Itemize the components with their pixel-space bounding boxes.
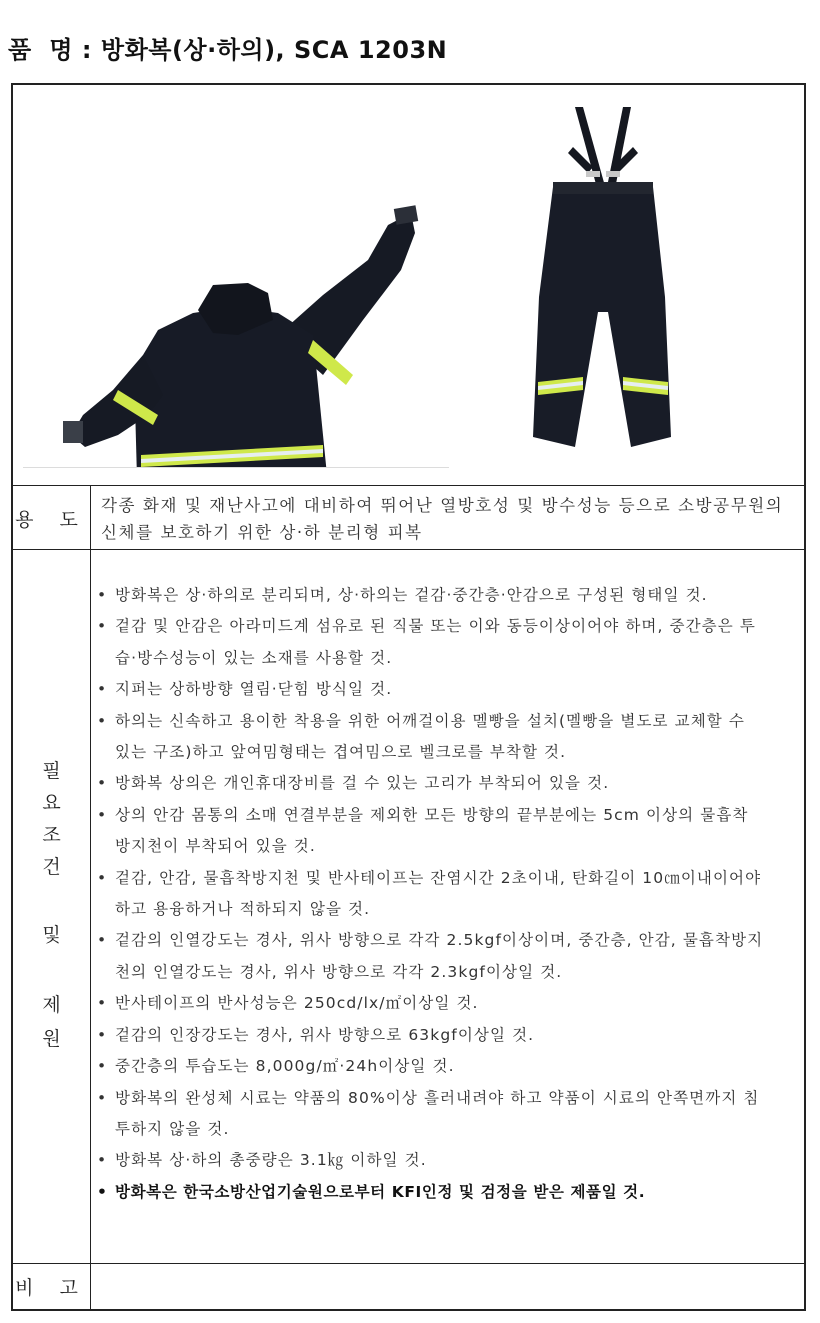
usage-row (13, 485, 804, 550)
requirement-text: 상의 안감 몸통의 소매 연결부분을 제외한 모든 방향의 끝부분에는 5cm 이상의 물흡착방지천이 부착되어 있을 것. (115, 805, 749, 856)
bullet: • (97, 586, 108, 604)
bullet: • (97, 711, 108, 730)
requirement-item (93, 611, 764, 674)
requirement-item (93, 1051, 764, 1082)
bullet: • (97, 1025, 108, 1044)
requirement-text: 방화복은 한국소방산업기술원으로부터 KFI인정 및 검정을 받은 제품일 것. (115, 1182, 646, 1201)
requirement-text: 지퍼는 상하방향 열림·닫힘 방식일 것. (115, 680, 393, 699)
requirement-text: 반사테이프의 반사성능은 250cd/lx/㎡이상일 것. (115, 994, 479, 1013)
remarks-row (13, 1263, 804, 1309)
requirement-text: 겉감, 안감, 물흡착방지천 및 반사테이프는 잔염시간 2초이내, 탄화길이 10㎝이내이어야 하고 용융하거나 적하되지 않을 것. (115, 868, 762, 919)
product-photos (13, 85, 804, 485)
requirement-text: 방화복 상의은 개인휴대장비를 걸 수 있는 고리가 부착되어 있을 것. (115, 774, 610, 793)
requirement-text: 겉감의 인장강도는 경사, 위사 방향으로 63kgf이상일 것. (115, 1025, 535, 1044)
requirements-label-char: 제 (42, 994, 61, 1016)
bullet: • (97, 994, 108, 1013)
spec-sheet (11, 83, 806, 1311)
requirements-row (13, 549, 804, 1264)
requirement-item (93, 768, 764, 799)
bullet: • (97, 1151, 108, 1170)
requirement-text: 방화복은 상·하의로 분리되며, 상·하의는 겉감·중간층·안감으로 구성된 형태일 것. (115, 586, 708, 604)
bullet: • (97, 1088, 108, 1107)
bullet: • (97, 1182, 108, 1201)
requirement-item (93, 1020, 764, 1051)
pants-image (513, 107, 683, 467)
requirement-item (93, 800, 764, 863)
bullet: • (97, 931, 108, 950)
requirements-label-char: 건 (42, 856, 61, 878)
bullet: • (97, 1057, 108, 1076)
requirement-item (93, 580, 764, 611)
requirements-label-char: 조 (42, 824, 61, 846)
requirement-text: 겉감 및 안감은 아라미드계 섬유로 된 직물 또는 이와 동등이상이어야 하며, 중간층은 투습·방수성능이 있는 소재를 사용할 것. (115, 617, 756, 667)
requirement-item (93, 925, 764, 988)
requirement-item (93, 706, 764, 769)
requirement-item (93, 674, 764, 705)
bullet: • (97, 805, 108, 824)
usage-text: 각종 화재 및 재난사고에 대비하여 뛰어난 열방호성 및 방수성능 등으로 소방공무원의 신체를 보호하기 위한 상·하 분리형 피복 (101, 496, 784, 542)
remarks-label: 비 고 (13, 1264, 91, 1309)
requirements-label-char: 요 (42, 792, 61, 814)
bullet: • (97, 868, 108, 887)
requirement-item (93, 863, 764, 926)
requirements-label (13, 550, 91, 1264)
requirements-list (93, 580, 764, 1208)
page-title: 품 명 : 방화복(상·하의), SCA 1203N (8, 36, 448, 64)
bullet: • (97, 617, 108, 636)
requirements-label-char: 필 (42, 760, 61, 782)
bullet: • (97, 680, 108, 699)
requirement-text: 하의는 신속하고 용이한 착용을 위한 어깨걸이용 멜빵을 설치(멜빵을 별도로 교체할 수 있는 구조)하고 앞여밈형태는 겹여밈으로 벨크로를 부착할 것. (115, 711, 745, 762)
requirements-label-char: 및 (42, 924, 61, 946)
requirement-item (93, 1083, 764, 1146)
requirement-text: 방화복의 완성체 시료는 약품의 80%이상 흘러내려야 하고 약품이 시료의 안쪽면까지 침투하지 않을 것. (115, 1088, 760, 1138)
requirement-text: 겉감의 인열강도는 경사, 위사 방향으로 각각 2.5kgf이상이며, 중간층, 안감, 물흡착방지천의 인열강도는 경사, 위사 방향으로 각각 2.3kgf이상일 것. (115, 931, 764, 981)
requirement-item-certification (93, 1177, 764, 1208)
requirement-item (93, 988, 764, 1019)
usage-label: 용 도 (13, 486, 91, 550)
requirements-label-char: 원 (42, 1028, 61, 1050)
bullet: • (97, 774, 108, 793)
requirement-item (93, 1145, 764, 1176)
requirement-text: 방화복 상·하의 총중량은 3.1㎏ 이하일 것. (115, 1151, 427, 1170)
jacket-image (23, 185, 449, 468)
requirement-text: 중간층의 투습도는 8,000g/㎡·24h이상일 것. (115, 1057, 455, 1076)
